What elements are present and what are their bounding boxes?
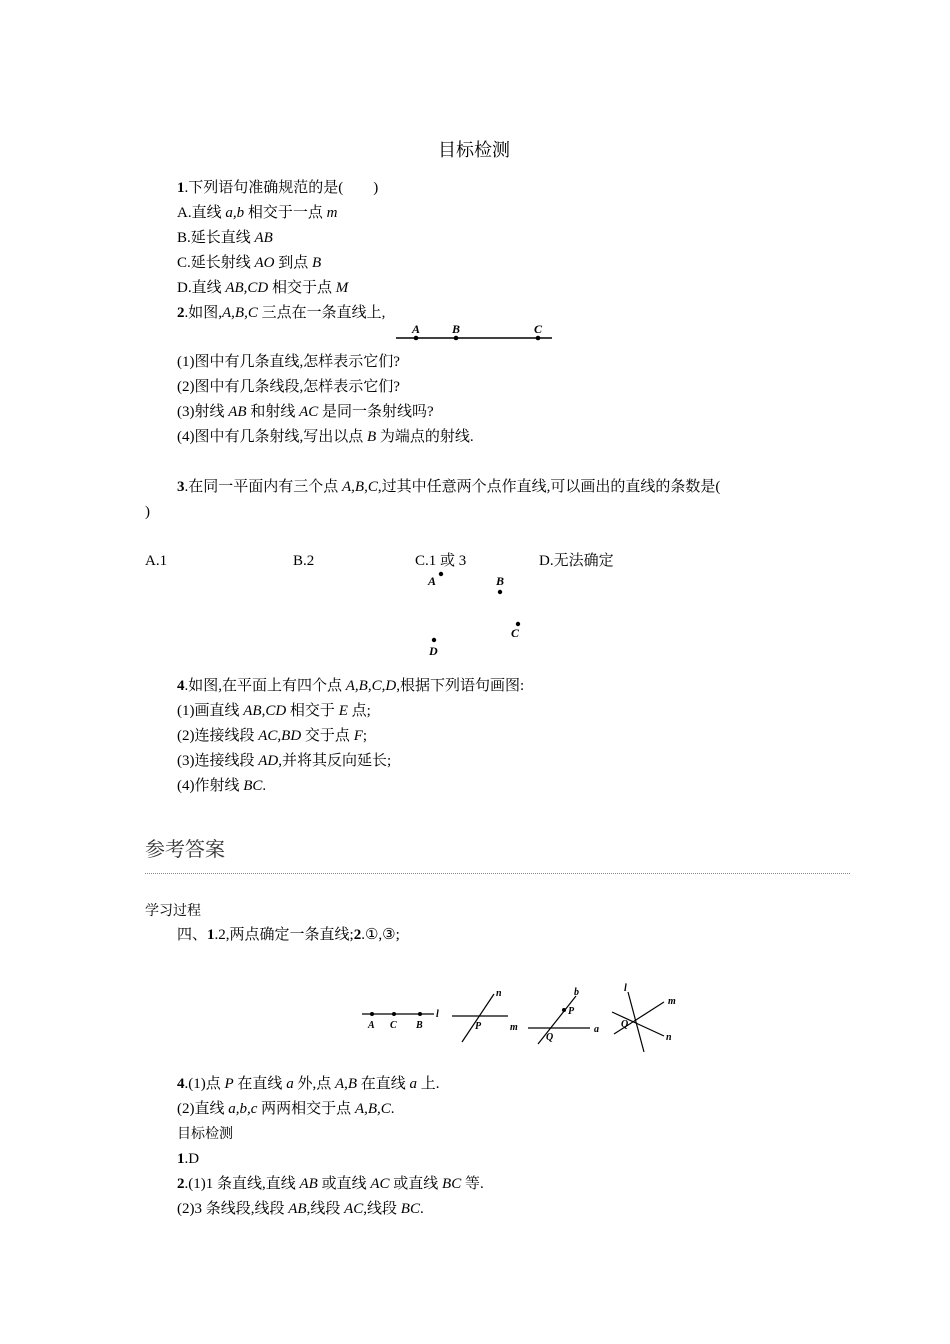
q2-sub2: (2)图中有几条线段,怎样表示它们? — [177, 379, 400, 395]
q3-stem: 3.在同一平面内有三个点 A,B,C,过其中任意两个点作直线,可以画出的直线的条数是( — [177, 479, 721, 495]
q4-stem: 4.如图,在平面上有四个点 A,B,C,D,根据下列语句画图: — [177, 678, 525, 694]
q1-option-c: C.延长射线 AO 到点 B — [177, 255, 322, 271]
q2-label-a: A — [412, 322, 421, 336]
answers-section-target: 目标检测 — [177, 1126, 233, 1142]
answers-a2: 2.(1)1 条直线,直线 AB 或直线 AC 或直线 BC 等. — [177, 1176, 484, 1192]
q1-option-d: D.直线 AB,CD 相交于点 M — [177, 280, 349, 296]
svg-text:P: P — [475, 1021, 482, 1032]
answers-divider — [145, 873, 850, 874]
q3-option-a: A.1 — [145, 553, 168, 569]
svg-text:b: b — [574, 987, 579, 998]
q4-sub4: (4)作射线 BC. — [177, 778, 267, 794]
svg-text:C: C — [390, 1020, 397, 1031]
svg-text:B: B — [416, 1020, 423, 1031]
svg-text:l: l — [436, 1009, 439, 1020]
q4-point-b — [498, 590, 502, 594]
q4-label-a: A — [428, 574, 437, 588]
svg-text:Q: Q — [621, 1019, 629, 1030]
q2-label-c: C — [534, 322, 543, 336]
q2-point-c — [536, 336, 541, 341]
q2-sub4: (4)图中有几条射线,写出以点 B 为端点的射线. — [177, 429, 474, 445]
q3-option-d: D.无法确定 — [539, 553, 614, 569]
answers-line-4b: (2)直线 a,b,c 两两相交于点 A,B,C. — [177, 1101, 395, 1117]
svg-text:l: l — [624, 983, 627, 994]
q1-option-a: A.直线 a,b 相交于一点 m — [177, 205, 338, 221]
svg-text:a: a — [594, 1024, 599, 1035]
q4-point-a — [439, 572, 443, 576]
answers-section-learning: 学习过程 — [145, 903, 201, 919]
q4-sub3: (3)连接线段 AD,并将其反向延长; — [177, 753, 392, 769]
svg-text:n: n — [666, 1032, 672, 1043]
svg-text:m: m — [510, 1022, 518, 1033]
answers-a3: (2)3 条线段,线段 AB,线段 AC,线段 BC. — [177, 1201, 424, 1217]
svg-text:A: A — [368, 1020, 375, 1031]
q2-sub1: (1)图中有几条直线,怎样表示它们? — [177, 354, 400, 370]
svg-text:P: P — [568, 1006, 575, 1017]
q3-option-c: C.1 或 3 — [415, 553, 467, 569]
q4-label-d: D — [429, 644, 438, 658]
q4-points-figure — [420, 568, 530, 660]
svg-text:Q: Q — [546, 1032, 554, 1043]
q4-sub1: (1)画直线 AB,CD 相交于 E 点; — [177, 703, 371, 719]
q3-stem-close: ) — [145, 504, 150, 520]
answer-fig-2 — [452, 988, 518, 1042]
q1-option-b: B.延长直线 AB — [177, 230, 273, 246]
answer-fig-3 — [528, 987, 599, 1044]
answer-fig-1 — [362, 1009, 439, 1031]
q2-stem: 2.如图,A,B,C 三点在一条直线上, — [177, 305, 386, 321]
q2-line-figure — [394, 318, 556, 344]
q4-point-d — [432, 638, 436, 642]
q4-label-b: B — [496, 574, 505, 588]
answers-line-4a: 4.(1)点 P 在直线 a 外,点 A,B 在直线 a 上. — [177, 1076, 440, 1092]
svg-text:n: n — [496, 988, 502, 999]
svg-text:m: m — [668, 996, 676, 1007]
q2-sub3: (3)射线 AB 和射线 AC 是同一条射线吗? — [177, 404, 434, 420]
answer-fig-4 — [612, 983, 676, 1052]
q2-label-b: B — [452, 322, 461, 336]
answers-line-1: 四、1.2,两点确定一条直线;2.①,③; — [177, 927, 400, 943]
q1-stem: 1.下列语句准确规范的是( ) — [177, 180, 379, 196]
q3-option-b: B.2 — [293, 553, 315, 569]
page-title: 目标检测 — [438, 140, 510, 161]
q2-point-a — [414, 336, 419, 341]
q4-label-c: C — [511, 626, 520, 640]
q2-point-b — [454, 336, 459, 341]
answers-heading: 参考答案 — [145, 837, 225, 861]
q4-sub2: (2)连接线段 AC,BD 交于点 F; — [177, 728, 368, 744]
answers-figure — [358, 982, 688, 1054]
answers-a1: 1.D — [177, 1151, 200, 1167]
